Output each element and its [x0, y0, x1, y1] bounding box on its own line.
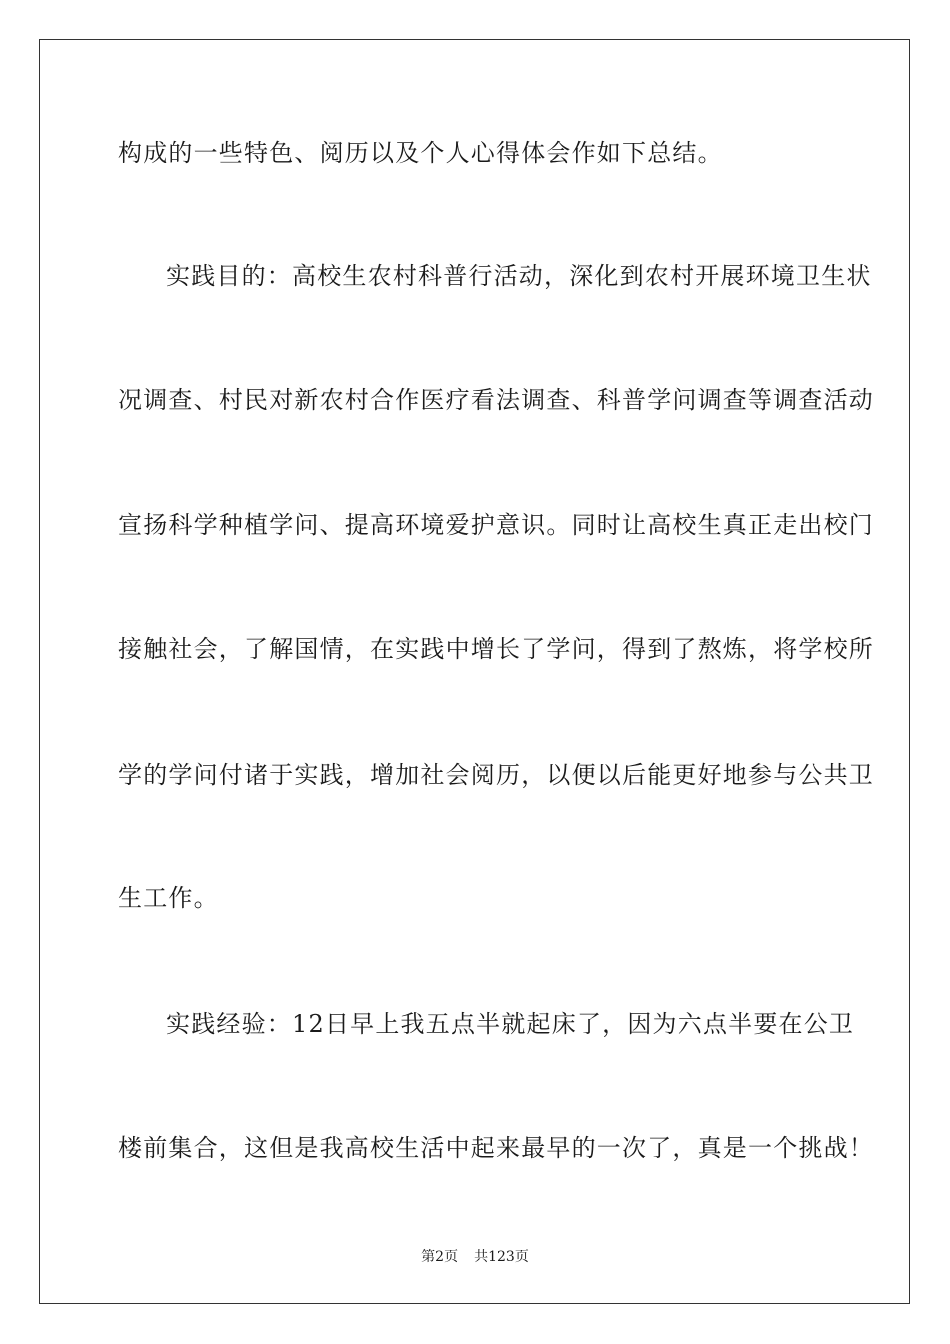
- text-line-9: 楼前集合，这但是我高校生活中起来最早的一次了，真是一个挑战！: [118, 1134, 874, 1162]
- page-footer: [0, 1248, 950, 1266]
- text-line-3: 况调查、村民对新农村合作医疗看法调查、科普学问调查等调查活动: [118, 386, 874, 414]
- text-line-8: 实践经验：12日早上我五点半就起床了，因为六点半要在公卫: [166, 1010, 855, 1038]
- total-pages: 共123页: [474, 1249, 529, 1265]
- text-line-6: 学的学问付诸于实践，增加社会阅历，以便以后能更好地参与公共卫: [118, 761, 874, 789]
- text-line-5: 接触社会，了解国情，在实践中增长了学问，得到了熬炼，将学校所: [118, 635, 874, 663]
- text-line-1: 构成的一些特色、阅历以及个人心得体会作如下总结。: [118, 139, 723, 167]
- text-line-7: 生工作。: [118, 884, 219, 912]
- page-number: 第2页: [421, 1249, 459, 1265]
- page-border: [39, 39, 910, 1304]
- text-line-4: 宣扬科学种植学问、提高环境爱护意识。同时让高校生真正走出校门: [118, 511, 874, 539]
- text-line-2: 实践目的：高校生农村科普行活动，深化到农村开展环境卫生状: [166, 262, 872, 290]
